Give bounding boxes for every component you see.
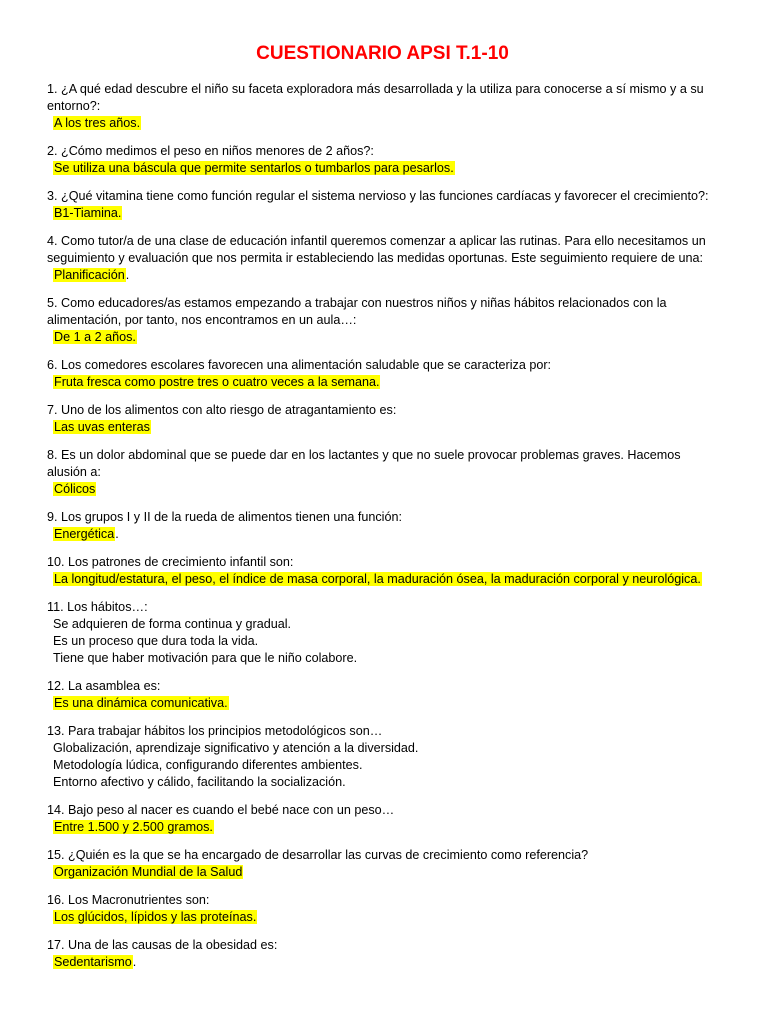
question-item — [47, 447, 718, 498]
question-text: 16. Los Macronutrientes son: — [47, 893, 210, 907]
answer-highlight: A los tres años. — [54, 116, 141, 130]
answer-highlight: Es una dinámica comunicativa. — [54, 696, 228, 710]
question-item: 17. Una de las causas de la obesidad es: Sedentarismo. — [47, 937, 718, 971]
question-item — [47, 554, 718, 588]
question-item-13 — [47, 723, 718, 791]
answer-highlight: Sedentarismo — [54, 955, 132, 969]
question-item — [47, 295, 718, 346]
question-item — [47, 188, 718, 222]
question-text: 6. Los comedores escolares favorecen una alimentación saludable que se caracteriza por: — [47, 358, 552, 372]
questions-list-2 — [47, 802, 718, 971]
question-item — [47, 143, 718, 177]
question-item: 9. Los grupos I y II de la rueda de alimentos tienen una función: Energética. — [47, 509, 718, 543]
answer-line: Entorno afectivo y cálido, facilitando la socialización. — [53, 775, 346, 789]
answer-highlight: Planificación — [54, 268, 125, 282]
question-item-11 — [47, 599, 718, 667]
question-item — [47, 357, 718, 391]
question-item: 4. Como tutor/a de una clase de educación infantil queremos comenzar a aplicar las rutinas. Para ello necesitamos un seguimiento y evaluación que nos permita ir estableciendo las medidas oportunas. Este seguimiento requiere de una: Planificación. — [47, 233, 718, 284]
answer-line: Es un proceso que dura toda la vida. — [53, 634, 259, 648]
questions-list-1 — [47, 81, 718, 588]
answer-highlight: Cólicos — [54, 482, 96, 496]
question-text: 5. Como educadores/as estamos empezando a trabajar con nuestros niños y niñas hábitos relacionados con la alimentación, por tanto, nos encontramos en un aula…: — [47, 296, 667, 327]
question-text: 12. La asamblea es: — [47, 679, 161, 693]
question-text: 14. Bajo peso al nacer es cuando el bebé nace con un peso… — [47, 803, 395, 817]
answer-highlight: La longitud/estatura, el peso, el índice de masa corporal, la maduración ósea, la maduración corporal y neurológica. — [54, 572, 701, 586]
answer-highlight: Organización Mundial de la Salud — [54, 865, 243, 879]
question-text: 11. Los hábitos…: — [47, 600, 148, 614]
question-item — [47, 402, 718, 436]
question-text: 17. Una de las causas de la obesidad es: — [47, 938, 278, 952]
answer-line: Tiene que haber motivación para que le niño colabore. — [53, 651, 358, 665]
answer-highlight: De 1 a 2 años. — [54, 330, 136, 344]
question-item-12 — [47, 678, 718, 712]
question-item — [47, 892, 718, 926]
question-text: 10. Los patrones de crecimiento infantil son: — [47, 555, 294, 569]
answer-line: Metodología lúdica, configurando diferentes ambientes. — [53, 758, 363, 772]
question-item — [47, 81, 718, 132]
answer-highlight: B1-Tiamina. — [54, 206, 122, 220]
answer-highlight: Se utiliza una báscula que permite sentarlos o tumbarlos para pesarlos. — [54, 161, 454, 175]
page-title: CUESTIONARIO APSI T.1-10 — [256, 43, 509, 64]
answer-line: Se adquieren de forma continua y gradual. — [53, 617, 292, 631]
question-text: 9. Los grupos I y II de la rueda de alimentos tienen una función: — [47, 510, 402, 524]
answer-highlight: Fruta fresca como postre tres o cuatro veces a la semana. — [54, 375, 380, 389]
question-text: 13. Para trabajar hábitos los principios metodológicos son… — [47, 724, 383, 738]
question-text: 4. Como tutor/a de una clase de educación infantil queremos comenzar a aplicar las rutinas. Para ello necesitamos un seguimiento y evaluación que nos permita ir estableciendo las medidas oportunas. Este seguimiento requiere de una: — [47, 234, 706, 265]
question-text: 8. Es un dolor abdominal que se puede dar en los lactantes y que no suele provocar problemas graves. Hacemos alusión a: — [47, 448, 681, 479]
answer-highlight: Los glúcidos, lípidos y las proteínas. — [54, 910, 257, 924]
question-item — [47, 847, 718, 881]
question-text: 3. ¿Qué vitamina tiene como función regular el sistema nervioso y las funciones cardíacas y favorecer el crecimiento?: — [47, 189, 709, 203]
answer-highlight: Las uvas enteras — [54, 420, 150, 434]
answer-highlight: Energética — [54, 527, 115, 541]
answer-line: Globalización, aprendizaje significativo y atención a la diversidad. — [53, 741, 419, 755]
question-text: 15. ¿Quién es la que se ha encargado de desarrollar las curvas de crecimiento como referencia? — [47, 848, 589, 862]
question-text: 7. Uno de los alimentos con alto riesgo de atragantamiento es: — [47, 403, 397, 417]
answer-highlight: Entre 1.500 y 2.500 gramos. — [54, 820, 213, 834]
question-text: 2. ¿Cómo medimos el peso en niños menores de 2 años?: — [47, 144, 374, 158]
question-item — [47, 802, 718, 836]
question-text: 1. ¿A qué edad descubre el niño su faceta exploradora más desarrollada y la utiliza para conocerse a sí mismo y a su entorno?: — [47, 82, 704, 113]
